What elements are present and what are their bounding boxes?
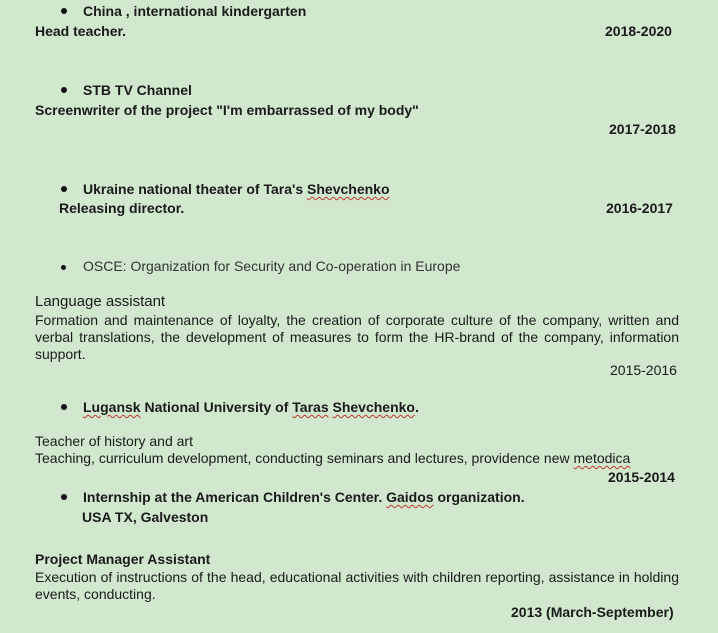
org-text: . <box>414 399 419 415</box>
entry-role: Project Manager Assistant <box>35 551 211 567</box>
entry-organization: OSCE: Organization for Security and Co-operation in Europe <box>83 258 461 274</box>
entry-description <box>35 450 630 466</box>
org-text: Internship at the American Children's Center. <box>83 489 387 505</box>
bullet <box>61 265 66 270</box>
spellcheck-word: Shevchenko <box>307 181 390 197</box>
entry-location: USA TX, Galveston <box>82 509 209 525</box>
entry-description: Execution of instructions of the head, educational activities with children reporting, assistance in holding events, conducting. <box>35 569 679 602</box>
entry-role: Head teacher. <box>35 23 127 39</box>
entry-role: Screenwriter of the project "I'm embarrassed of my body" <box>35 102 419 118</box>
entry-description: Formation and maintenance of loyalty, the creation of corporate culture of the company, written and verbal translations, the development of measures to form the HR-brand of the company, information support. <box>35 312 679 362</box>
bullet <box>61 186 67 192</box>
spellcheck-word: Lugansk <box>83 399 141 415</box>
entry-organization <box>83 181 390 197</box>
bullet <box>61 494 67 500</box>
bullet <box>61 8 67 14</box>
entry-organization: China , international kindergarten <box>83 3 307 19</box>
spellcheck-word: Taras <box>292 399 329 415</box>
entry-organization: STB TV Channel <box>83 82 192 98</box>
entry-dates: 2013 (March-September) <box>511 604 674 620</box>
org-text: Ukraine national theater of Tara's <box>83 181 308 197</box>
org-text: National University of <box>140 399 293 415</box>
entry-organization <box>83 489 525 505</box>
entry-role: Language assistant <box>35 293 166 310</box>
description-text: Teaching, curriculum development, conducting seminars and lectures, providence new <box>35 450 574 466</box>
entry-role: Releasing director. <box>59 200 185 216</box>
org-text: organization. <box>433 489 525 505</box>
entry-dates: 2015-2016 <box>610 362 677 378</box>
spellcheck-word: Shevchenko <box>332 399 415 415</box>
bullet <box>61 404 67 410</box>
entry-dates: 2017-2018 <box>609 121 676 137</box>
bullet <box>61 87 67 93</box>
entry-dates: 2018-2020 <box>605 23 672 39</box>
entry-organization <box>83 399 419 415</box>
entry-dates: 2015-2014 <box>608 469 675 485</box>
spellcheck-word: metodica <box>573 450 631 466</box>
entry-role: Teacher of history and art <box>35 433 193 449</box>
spellcheck-word: Gaidos <box>386 489 434 505</box>
entry-dates: 2016-2017 <box>606 200 673 216</box>
